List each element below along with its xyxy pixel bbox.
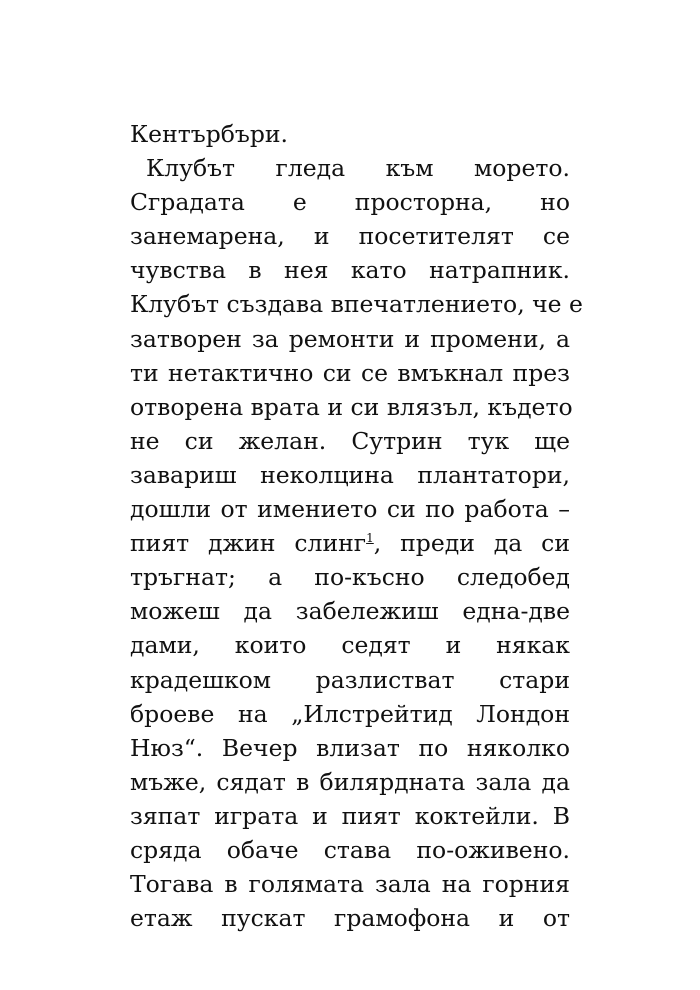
- text-line: крадешком разлистват стари: [130, 665, 570, 694]
- text-line: чувства в нея като натрапник.: [130, 256, 570, 285]
- text-fragment: пият джин слинг: [130, 529, 367, 558]
- text-line: дошли от имението си по работа –: [130, 495, 570, 524]
- text-line: броеве на „Илстрейтид Лондон: [130, 699, 570, 728]
- text-line: зяпат играта и пият коктейли. В: [130, 801, 570, 830]
- text-line: Сградата е просторна, но: [130, 188, 570, 217]
- text-line: затворен за ремонти и промени, а: [130, 324, 570, 353]
- footnote-link[interactable]: 1: [366, 531, 374, 546]
- text-line-with-footnote: [130, 526, 570, 560]
- paragraph-start-line: Клубът гледа към морето.: [146, 154, 570, 183]
- text-line: Тогава в голямата зала на горния: [130, 870, 570, 899]
- text-line: отворена врата и си влязъл, където: [130, 392, 573, 421]
- text-line: можеш да забележиш една-две: [130, 597, 570, 626]
- text-fragment: , преди да си: [373, 529, 570, 558]
- text-line: Нюз“. Вечер влизат по няколко: [130, 733, 570, 762]
- text-line: сряда обаче става по-оживено.: [130, 835, 570, 864]
- text-line: Кентърбъри.: [130, 120, 289, 148]
- text-line: етаж пускат грамофона и от: [130, 904, 570, 933]
- text-line: не си желан. Сутрин тук ще: [130, 426, 570, 455]
- text-line: занемарена, и посетителят се: [130, 222, 570, 251]
- text-line: ти нетактично си се вмъкнал през: [130, 358, 570, 387]
- text-line: тръгнат; а по-късно следобед: [130, 563, 570, 592]
- book-page-text: [130, 117, 583, 935]
- text-line: дами, които седят и някак: [130, 631, 570, 660]
- text-line: завариш неколцина плантатори,: [130, 460, 570, 489]
- text-line: Клубът създава впечатлението, че е: [130, 290, 583, 319]
- text-line: мъже, сядат в билярдната зала да: [130, 767, 570, 796]
